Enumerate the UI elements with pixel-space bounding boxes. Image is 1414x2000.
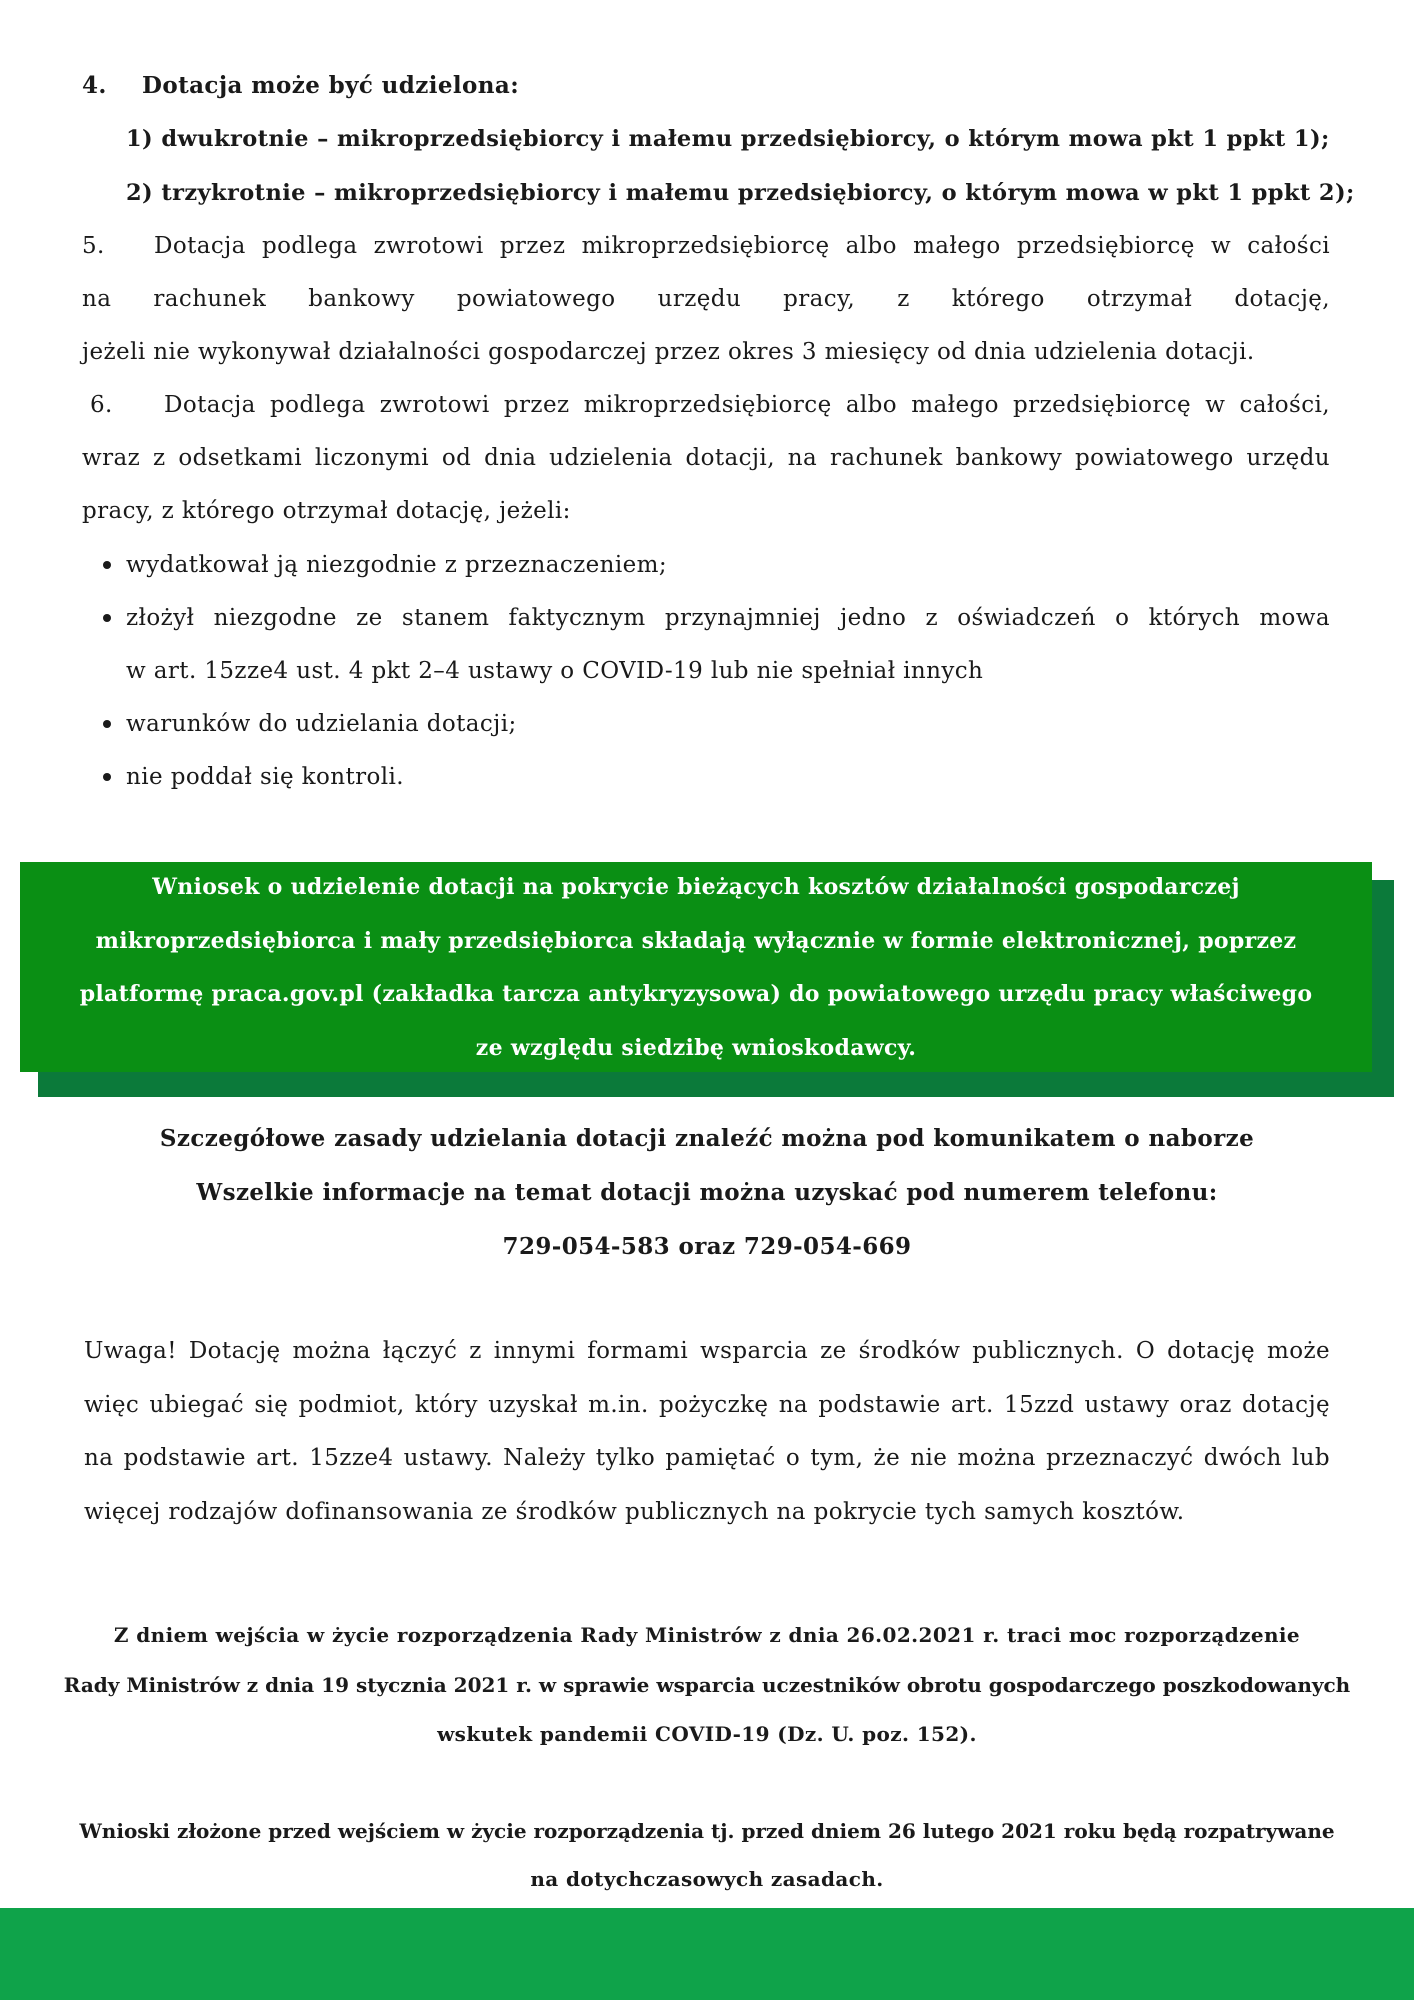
callout-line-1: Wniosek o udzielenie dotacji na pokrycie bieżących kosztów działalności gospodarczej <box>152 874 1240 900</box>
regulation-line-2: Rady Ministrów z dnia 19 stycznia 2021 r. w sprawie wsparcia uczestników obrotu gospodarczego poszkodowanych <box>63 1673 1351 1697</box>
section-4-item-2: 2) trzykrotnie – mikroprzedsiębiorcy i małemu przedsiębiorcy, o którym mowa w pkt 1 ppkt 2); <box>126 180 1355 206</box>
section-5-line-3: jeżeli nie wykonywał działalności gospodarczej przez okres 3 miesięcy od dnia udzielenia dotacji. <box>82 339 1255 365</box>
section-4-number: 4. <box>82 72 107 99</box>
note-line-1: Uwaga! Dotację można łączyć z innymi formami wsparcia ze środków publicznych. O dotację może <box>84 1338 1330 1364</box>
applications-line-1: Wnioski złożone przed wejściem w życie rozporządzenia tj. przed dniem 26 lutego 2021 roku będą rozpatrywane <box>79 1819 1335 1843</box>
info-line-2: Wszelkie informacje na temat dotacji można uzyskać pod numerem telefonu: <box>196 1179 1218 1206</box>
section-5-text-1: Dotacja podlega zwrotowi przez mikroprzedsiębiorcę albo małego przedsiębiorcę w całości <box>154 233 1330 259</box>
note-line-4: więcej rodzajów dofinansowania ze środków publicznych na pokrycie tych samych kosztów. <box>84 1499 1185 1525</box>
bullet-item-4: nie poddał się kontroli. <box>126 764 404 790</box>
section-5-number: 5. <box>82 233 105 259</box>
section-6-line-2: wraz z odsetkami liczonymi od dnia udzielenia dotacji, na rachunek bankowy powiatowego urzędu <box>82 445 1330 471</box>
section-4-item-1: 1) dwukrotnie – mikroprzedsiębiorcy i małemu przedsiębiorcy, o którym mowa pkt 1 ppkt 1); <box>126 126 1330 152</box>
footer-bar <box>0 1908 1414 2000</box>
section-6-number: 6. <box>90 392 113 418</box>
bullet-icon <box>103 614 111 622</box>
regulation-line-1: Z dniem wejścia w życie rozporządzenia Rady Ministrów z dnia 26.02.2021 r. traci moc rozporządzenie <box>113 1623 1301 1647</box>
section-4-heading <box>82 71 519 101</box>
section-6-line-1 <box>90 390 1330 420</box>
section-5-line-2: na rachunek bankowy powiatowego urzędu pracy, z którego otrzymał dotację, <box>82 286 1330 312</box>
phone-numbers: 729-054-583 oraz 729-054-669 <box>502 1233 912 1260</box>
bullet-item-2: złożył niezgodne ze stanem faktycznym przynajmniej jedno z oświadczeń o których mowa <box>126 605 1330 631</box>
note-line-2: więc ubiegać się podmiot, który uzyskał m.in. pożyczkę na podstawie art. 15zzd ustawy oraz dotację <box>84 1392 1330 1418</box>
callout-line-3: platformę praca.gov.pl (zakładka tarcza antykryzysowa) do powiatowego urzędu pracy właściwego <box>79 981 1313 1007</box>
note-line-3: na podstawie art. 15zze4 ustawy. Należy tylko pamiętać o tym, że nie można przeznaczyć dwóch lub <box>84 1445 1330 1471</box>
callout-line-4: ze względu siedzibę wnioskodawcy. <box>475 1035 917 1061</box>
regulation-line-3: wskutek pandemii COVID-19 (Dz. U. poz. 152). <box>437 1722 977 1746</box>
applications-line-2: na dotychczasowych zasadach. <box>530 1867 884 1891</box>
section-6-line-3: pracy, z którego otrzymał dotację, jeżeli: <box>82 498 571 524</box>
section-6-text-1: Dotacja podlega zwrotowi przez mikroprzedsiębiorcę albo małego przedsiębiorcę w całości, <box>164 392 1330 418</box>
info-line-1: Szczegółowe zasady udzielania dotacji znaleźć można pod komunikatem o naborze <box>159 1125 1255 1152</box>
bullet-item-3: warunków do udzielania dotacji; <box>126 711 517 737</box>
section-5-line-1 <box>82 231 1330 261</box>
section-4-title: Dotacja może być udzielona: <box>142 72 520 99</box>
bullet-item-1: wydatkował ją niezgodnie z przeznaczeniem; <box>126 552 668 578</box>
callout-line-2: mikroprzedsiębiorca i mały przedsiębiorca składają wyłącznie w formie elektronicznej, poprzez <box>95 928 1297 954</box>
bullet-item-2-continued: w art. 15zze4 ust. 4 pkt 2–4 ustawy o COVID-19 lub nie spełniał innych <box>126 658 984 684</box>
bullet-icon <box>103 561 111 569</box>
bullet-icon <box>103 773 111 781</box>
bullet-icon <box>103 720 111 728</box>
